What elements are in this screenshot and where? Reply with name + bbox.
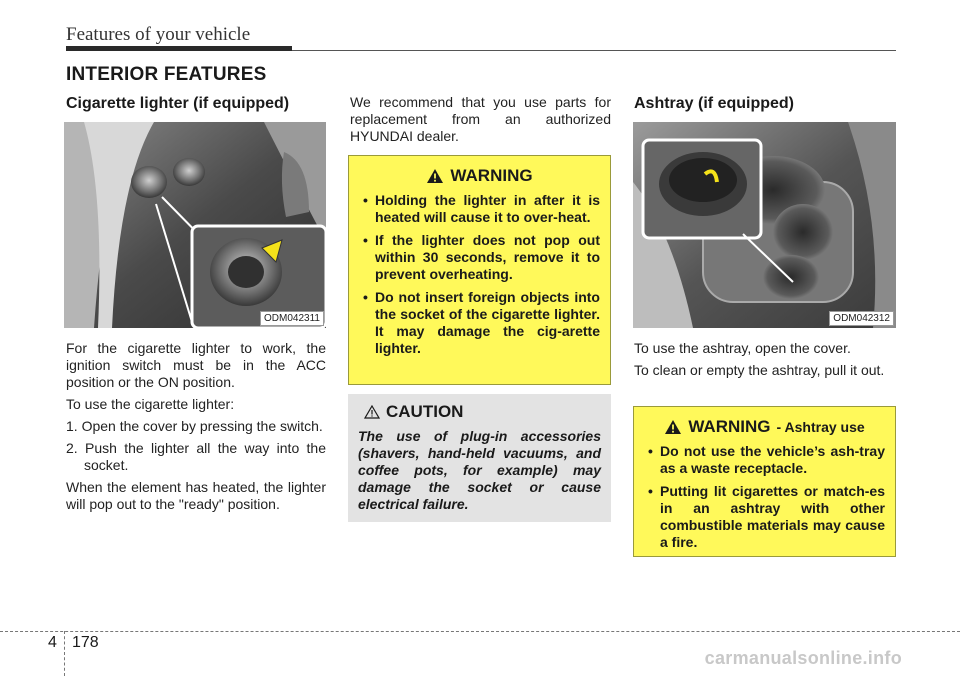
warning-item: • Do not use the vehicle’s ash-tray as a waste receptacle. [644,443,885,477]
caution-box [348,394,611,522]
warning-triangle-icon [664,419,682,435]
ashtray-para-1: To use the ashtray, open the cover. [634,340,851,356]
warning-label: WARNING [450,166,533,185]
lighter-intro: For the cigarette lighter to work, the ignition switch must be in the ACC position or the ON position. [66,340,326,390]
warning-item: • Holding the lighter in after it is heated will cause it to over-heat. [359,192,600,226]
header-rule [292,50,896,51]
section-title: INTERIOR FEATURES [66,64,267,85]
warning-item: • If the lighter does not pop out within 30 seconds, remove it to prevent overheating. [359,232,600,283]
ashtray-illustration [633,122,896,328]
lighter-photo [64,122,326,328]
warning-header [359,166,600,186]
ashtray-photo [633,122,896,328]
lighter-body [66,340,326,518]
lighter-step-1: 1. Open the cover by pressing the switch. [66,418,323,434]
warning-list [359,192,600,357]
warning-header [644,417,885,437]
replacement-note: We recommend that you use parts for replacement from an authorized HYUNDAI dealer. [350,94,611,144]
ashtray-warning-box [633,406,896,557]
watermark: carmanualsonline.info [704,648,902,668]
lighter-illustration [64,122,326,328]
photo-code-label: ODM042311 [260,311,324,326]
page-number: 178 [72,634,99,651]
footer-rule [0,631,960,632]
warning-sublabel: - Ashtray use [776,419,865,435]
lighter-use-intro: To use the cigarette lighter: [66,396,235,412]
running-header: Features of your vehicle [66,24,251,45]
lighter-step-2: 2. Push the lighter all the way into the socket. [66,440,326,473]
header-accent-bar [66,46,292,51]
lighter-heading: Cigarette lighter (if equipped) [66,95,290,112]
ashtray-para-2: To clean or empty the ashtray, pull it out. [634,362,885,378]
footer-divider [64,631,65,676]
warning-item: • Do not insert foreign objects into the socket of the cigarette lighter. It may damage the cig-arette lighter. [359,289,600,357]
caution-label: CAUTION [386,402,464,421]
lighter-closing: When the element has heated, the lighter will pop out to the "ready" position. [66,479,326,512]
caution-header [364,402,601,422]
caution-triangle-icon [364,405,380,419]
caution-text: The use of plug-in accessories (shavers, hand-held vacuums, and coffee pots, for example) may damage the socket or cause electrical failure. [358,428,601,512]
chapter-number: 4 [48,634,57,651]
ashtray-heading: Ashtray (if equipped) [634,95,795,112]
warning-triangle-icon [426,168,444,184]
photo-code-label: ODM042312 [829,311,894,326]
warning-item: • Putting lit cigarettes or match-es in an ashtray with other combustible materials may cause a fire. [644,483,885,551]
warning-label: WARNING [688,417,771,436]
warning-list [644,443,885,551]
lighter-warning-box [348,155,611,385]
ashtray-body [634,340,896,384]
